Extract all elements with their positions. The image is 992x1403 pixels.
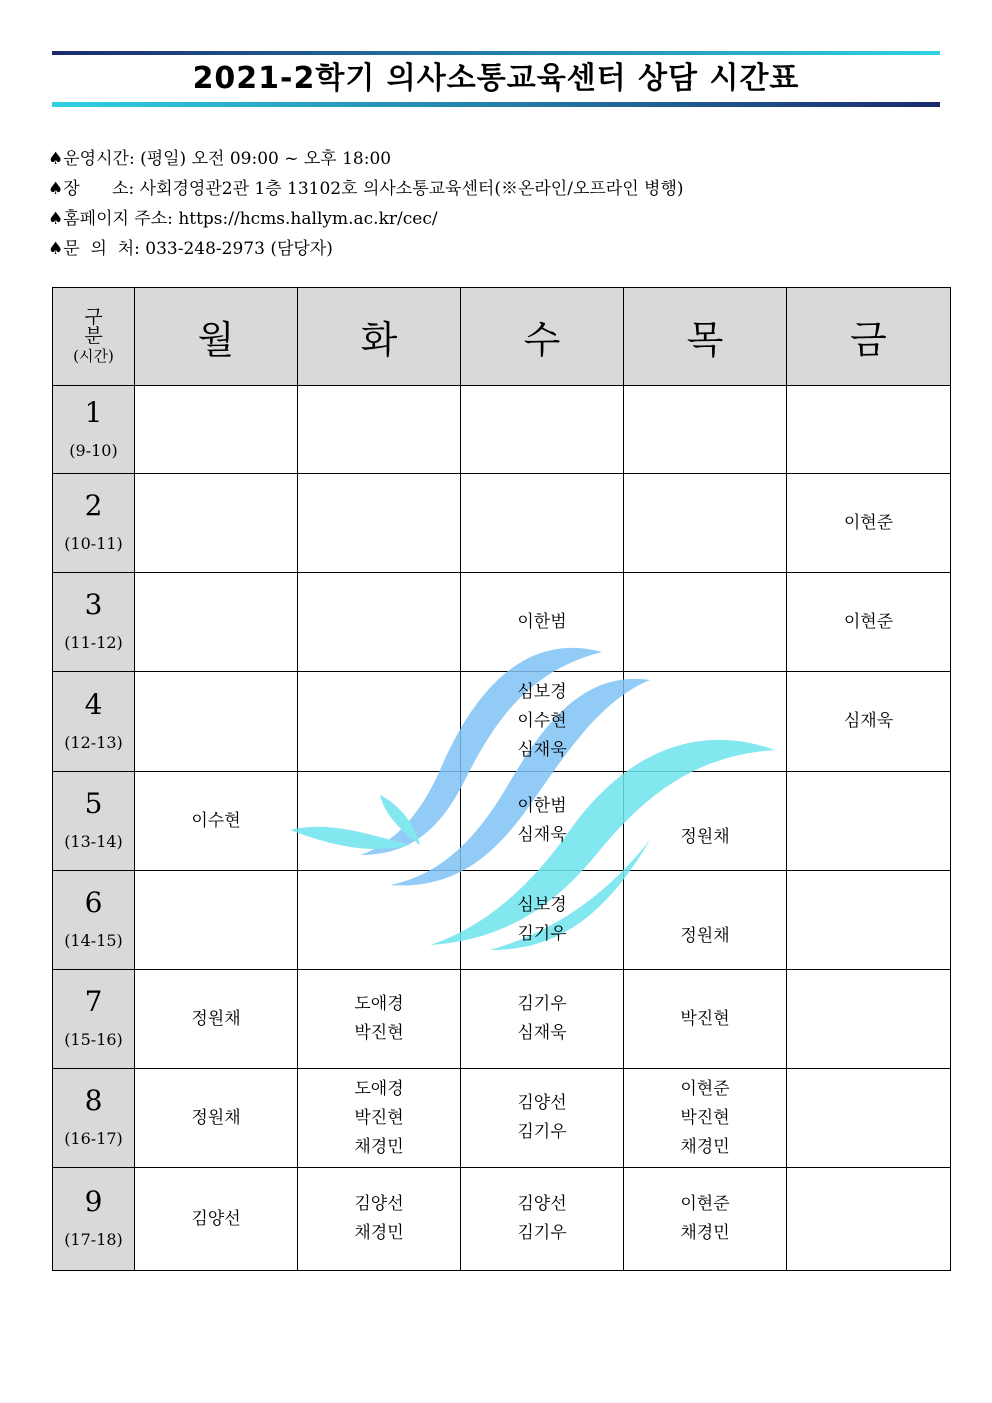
title-bottom-bar [52,102,940,107]
schedule-cell-mon [135,1069,298,1168]
schedule-cell-thu [624,672,787,772]
schedule-cell-mon [135,970,298,1069]
table-row [53,672,951,772]
counselor-name: 박진현 [354,1023,404,1043]
counselor-name: 박진현 [680,1008,730,1029]
schedule-cell-mon [135,573,298,672]
period-range: (11-12) [64,633,123,652]
schedule-cell-thu [624,871,787,970]
schedule-cell-tue [298,672,461,772]
counselor-name: 이수현 [191,810,241,831]
schedule-cell-fri [787,1168,951,1271]
schedule-cell-fri [787,386,951,474]
schedule-cell-wed [461,573,624,672]
schedule-cell-tue [298,1069,461,1168]
counselor-name: 김기우 [517,1223,567,1243]
schedule-cell-fri [787,970,951,1069]
counselor-name: 김기우 [517,994,567,1014]
schedule-cell-tue [298,772,461,871]
schedule-cell-mon [135,386,298,474]
schedule-cell-fri [787,672,951,772]
period-range: (15-16) [64,1030,123,1049]
counselor-name: 김양선 [191,1208,241,1229]
counselor-name: 정원채 [191,1107,241,1128]
period-cell [53,573,135,672]
schedule-cell-tue [298,386,461,474]
day-header-wed: 수 [461,288,624,386]
table-row [53,1168,951,1271]
table-row [53,573,951,672]
table-row [53,970,951,1069]
schedule-cell-mon [135,772,298,871]
schedule-cell-fri [787,474,951,573]
schedule-cell-thu [624,573,787,672]
counselor-name: 박진현 [680,1107,730,1128]
period-cell [53,474,135,573]
period-cell [53,871,135,970]
counselor-name: 채경민 [680,1136,730,1157]
schedule-cell-fri [787,871,951,970]
counselor-name: 김양선 [354,1194,404,1214]
period-number: 1 [84,395,103,429]
counselor-name: 김기우 [517,1122,567,1142]
schedule-cell-wed [461,1069,624,1168]
title-top-bar [52,51,940,55]
table-row [53,474,951,573]
table-row [53,386,951,474]
day-header-thu: 목 [624,288,787,386]
counselor-name: 정원채 [680,827,730,847]
schedule-table [52,287,951,1271]
period-cell [53,1069,135,1168]
period-cell [53,1168,135,1271]
counselor-name: 이현준 [680,1194,730,1214]
period-range: (10-11) [64,534,123,553]
table-row [53,1069,951,1168]
period-number: 4 [84,687,103,721]
title-banner [52,51,940,107]
schedule-cell-wed [461,772,624,871]
counselor-name: 김양선 [517,1194,567,1214]
counselor-name: 박진현 [354,1107,404,1128]
spade-icon: ♠ [48,179,64,199]
counselor-name: 이한범 [517,611,567,632]
schedule-cell-mon [135,1168,298,1271]
info-block [48,144,684,264]
period-range: (16-17) [64,1129,123,1148]
schedule-cell-thu [624,1168,787,1271]
header-row [53,288,951,386]
counselor-name: 심보경 [517,682,567,702]
period-cell [53,672,135,772]
day-header-fri: 금 [787,288,951,386]
counselor-name: 심재욱 [517,740,567,760]
day-header-tue: 화 [298,288,461,386]
spade-icon: ♠ [48,209,64,229]
corner-header: 구 분 (시간) [53,288,135,386]
counselor-name: 김기우 [517,924,567,944]
period-range: (17-18) [64,1230,123,1249]
period-number: 2 [84,489,103,522]
page-title: 2021-2학기 의사소통교육센터 상담 시간표 [192,61,800,96]
period-number: 9 [84,1185,103,1218]
schedule-cell-wed [461,1168,624,1271]
schedule-cell-wed [461,672,624,772]
period-number: 3 [84,588,103,621]
schedule-cell-tue [298,573,461,672]
counselor-name: 채경민 [354,1223,404,1243]
counselor-name: 도애경 [354,1078,404,1099]
period-number: 8 [84,1084,103,1117]
schedule-cell-thu [624,474,787,573]
counselor-name: 김양선 [517,1093,567,1113]
counselor-name: 심재욱 [517,825,567,845]
day-header-mon: 월 [135,288,298,386]
schedule-cell-tue [298,474,461,573]
period-number: 6 [84,886,103,919]
table-row [53,871,951,970]
period-number: 5 [84,787,103,820]
counselor-name: 이현준 [843,611,894,632]
info-hours: ♠운영시간: (평일) 오전 09:00 ~ 오후 18:00 [48,149,392,169]
counselor-name: 이현준 [843,512,894,533]
period-range: (9-10) [69,440,118,460]
counselor-name: 도애경 [354,994,404,1014]
schedule-cell-thu [624,386,787,474]
schedule-cell-thu [624,772,787,871]
period-cell [53,970,135,1069]
counselor-name: 이현준 [680,1078,730,1099]
schedule-cell-mon [135,672,298,772]
schedule-cell-wed [461,474,624,573]
schedule-cell-tue [298,1168,461,1271]
schedule-cell-wed [461,871,624,970]
period-range: (13-14) [64,832,123,851]
info-location: ♠장 소: 사회경영관2관 1층 13102호 의사소통교육센터(※온라인/오프라인 병행) [48,179,684,199]
period-range: (14-15) [64,931,123,950]
counselor-name: 이수현 [517,711,567,731]
spade-icon: ♠ [48,239,64,259]
counselor-name: 이한범 [517,796,567,816]
schedule-cell-mon [135,871,298,970]
period-cell [53,772,135,871]
period-number: 7 [84,985,103,1018]
schedule-cell-mon [135,474,298,573]
counselor-name: 심재욱 [843,711,894,731]
spade-icon: ♠ [48,149,64,169]
counselor-name: 채경민 [680,1223,730,1243]
counselor-name: 정원채 [680,926,730,946]
schedule-cell-fri [787,772,951,871]
schedule-cell-tue [298,970,461,1069]
counselor-name: 심보경 [517,895,567,915]
period-cell [53,386,135,474]
table-row [53,772,951,871]
schedule-cell-thu [624,970,787,1069]
period-range: (12-13) [64,732,123,752]
info-homepage: ♠홈페이지 주소: https://hcms.hallym.ac.kr/cec/ [48,209,438,229]
info-contact: ♠문 의 처: 033-248-2973 (담당자) [48,239,333,259]
schedule-cell-wed [461,386,624,474]
counselor-name: 채경민 [354,1136,404,1157]
counselor-name: 정원채 [191,1008,241,1029]
schedule-cell-wed [461,970,624,1069]
schedule-cell-tue [298,871,461,970]
schedule-cell-thu [624,1069,787,1168]
schedule-cell-fri [787,573,951,672]
counselor-name: 심재욱 [517,1023,567,1043]
schedule-cell-fri [787,1069,951,1168]
